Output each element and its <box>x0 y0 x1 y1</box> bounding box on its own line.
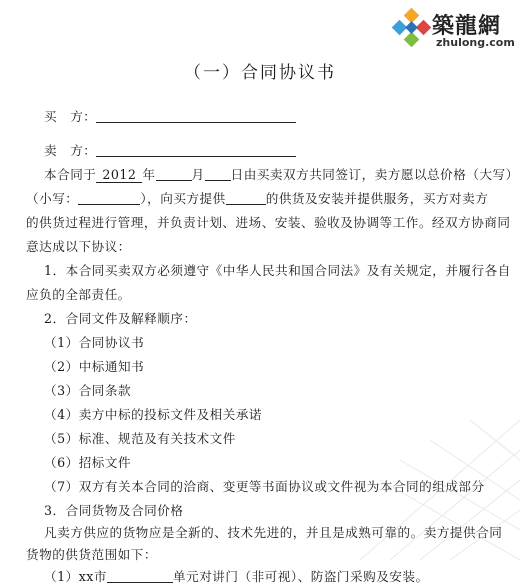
doc-list-item: （6）招标文件 <box>44 455 132 470</box>
last-item <box>44 566 429 585</box>
para-text: 本合同于 <box>44 167 97 182</box>
seller-line <box>44 140 296 159</box>
zhulong-logo <box>392 8 517 52</box>
city-blank <box>107 568 173 583</box>
doc-list-item: （7）双方有关本合同的洽商、变更等书面协议或文件视为本合同的组成部分 <box>44 479 485 494</box>
para1-line3: 的供货过程进行管理，并负责计划、进场、安装、验收及协调等工作。经双方协商同 <box>26 215 511 230</box>
goods-blank <box>226 190 266 205</box>
buyer-blank <box>96 108 296 123</box>
buyer-line <box>44 106 296 125</box>
item3-heading: 3．合同货物及合同价格 <box>44 503 184 518</box>
doc-list-item: （3）合同条款 <box>44 383 132 398</box>
para1-line2 <box>26 188 488 207</box>
logo-domain: zhulong.com <box>436 36 515 49</box>
item1-line1: 1．本合同买卖双方必须遵守《中华人民共和国合同法》及有关规定，并履行各自 <box>44 263 511 278</box>
para1-line4: 意达成以下协议： <box>26 239 131 254</box>
doc-list-item: （5）标准、规范及有关技术文件 <box>44 431 236 446</box>
doc-list-item: （4）卖方中标的投标文件及相关承诺 <box>44 407 263 422</box>
logo-name: 築龍網 <box>432 14 502 39</box>
document-title: （一）合同协议书 <box>184 63 336 83</box>
doc-list-item: （1）合同协议书 <box>44 335 145 350</box>
amount-blank <box>78 190 140 205</box>
para-text: 单元对讲门（非可视）、防盗门采购及安装。 <box>173 569 429 584</box>
seller-blank <box>96 142 296 157</box>
para-text: 月 <box>191 167 205 182</box>
para-text: （1）xx市 <box>44 569 107 584</box>
para3-line1: 凡卖方供应的货物应是全新的、技术先进的，并且是成熟可靠的。卖方提供合同 <box>44 525 503 540</box>
para-text: ），向买方提供 <box>140 191 226 206</box>
grid-watermark-icon <box>320 360 520 560</box>
para3-line2: 货物的供货范围如下： <box>26 547 157 562</box>
para1-line1 <box>44 164 519 183</box>
item2-heading: 2．合同文件及解释顺序： <box>44 311 197 326</box>
buyer-label: 买 方： <box>44 109 97 124</box>
contract-year: 2012 <box>96 167 142 183</box>
para-text: （小写： <box>26 191 79 206</box>
para-text: 的供货及安装并提供服务，买方对卖方 <box>265 191 489 206</box>
para-text: 日由买卖双方共同签订，卖方愿以总价格（大写） <box>230 167 519 182</box>
seller-label: 卖 方： <box>44 143 97 158</box>
logo-mark-icon <box>392 8 432 48</box>
month-blank <box>156 166 192 181</box>
day-blank <box>205 166 231 181</box>
doc-list-item: （2）中标通知书 <box>44 359 145 374</box>
para-text: 年 <box>142 167 156 182</box>
item1-line2: 应负的全部责任。 <box>26 287 131 302</box>
